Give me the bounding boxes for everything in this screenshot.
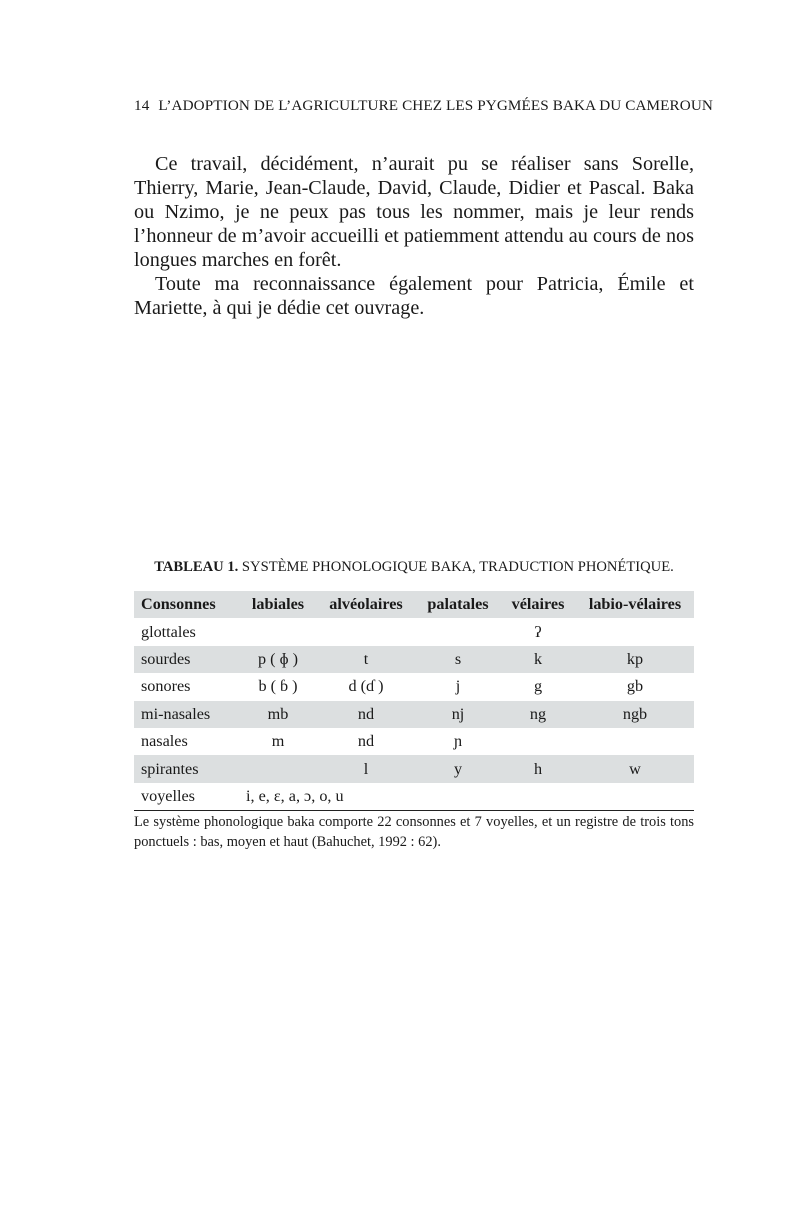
column-header: palatales bbox=[427, 595, 489, 614]
column-header: labio-vélaires bbox=[588, 595, 682, 614]
table-cell: l bbox=[363, 759, 369, 778]
row-label: voyelles bbox=[134, 783, 240, 811]
table-cell bbox=[240, 755, 316, 782]
vowels-cell: i, e, ɛ, a, ɔ, o, u bbox=[240, 783, 694, 811]
table-cell bbox=[500, 728, 576, 755]
table-cell: h bbox=[533, 759, 543, 778]
table-cell: j bbox=[455, 677, 461, 696]
table-cell bbox=[240, 618, 316, 645]
paragraph: Ce travail, décidément, n’aurait pu se réaliser sans Sorelle, Thierry, Marie, Jean-Claude, David, Claude, Didier et Pascal. Baka ou Nzimo, je ne peux pas tous les nommer, mais je leur rends l’honneur de m’avoir accueilli et patiemment attendu au cours de nos longues marches en forêt. bbox=[134, 153, 694, 271]
table-cell: y bbox=[453, 759, 463, 778]
column-header: labiales bbox=[251, 595, 305, 614]
row-label: glottales bbox=[141, 622, 196, 641]
table-header-row bbox=[134, 591, 694, 618]
table-row-vowels bbox=[134, 783, 694, 811]
table-row bbox=[134, 701, 694, 728]
body-text bbox=[134, 152, 694, 320]
page-number: 14 bbox=[134, 97, 150, 114]
paragraph: Toute ma reconnaissance également pour Patricia, Émile et Mariette, à qui je dédie cet ouvrage. bbox=[134, 273, 694, 319]
table-cell: mb bbox=[267, 704, 289, 723]
column-header: vélaires bbox=[511, 595, 565, 614]
row-label: sourdes bbox=[141, 649, 191, 668]
table-row bbox=[134, 728, 694, 755]
phonology-table bbox=[134, 591, 694, 811]
table-cell: b ( ɓ ) bbox=[258, 677, 298, 696]
table-cell: ɲ bbox=[453, 732, 463, 751]
column-header: alvéolaires bbox=[329, 595, 403, 614]
table-row bbox=[134, 618, 694, 645]
table-cell: nd bbox=[357, 732, 375, 751]
table-cell: ngb bbox=[622, 704, 648, 723]
table-cell bbox=[576, 618, 694, 645]
table-row bbox=[134, 673, 694, 700]
table-row bbox=[134, 755, 694, 782]
table-cell: nd bbox=[357, 704, 375, 723]
table-caption: Le système phonologique baka comporte 22 consonnes et 7 voyelles, et un registre de trois tons ponctuels : bas, moyen et haut (Bahuchet, 1992 : 62). bbox=[134, 814, 694, 850]
row-label: sonores bbox=[141, 677, 191, 696]
row-label: spirantes bbox=[141, 759, 199, 778]
running-header bbox=[134, 97, 713, 115]
table-cell: g bbox=[533, 677, 543, 696]
row-label: nasales bbox=[141, 732, 188, 751]
table-cell: gb bbox=[626, 677, 644, 696]
table-label: TABLEAU 1. bbox=[154, 559, 239, 575]
running-title: L’ADOPTION DE L’AGRICULTURE CHEZ LES PYGMÉES BAKA DU CAMEROUN bbox=[158, 97, 713, 114]
table-cell: kp bbox=[626, 649, 644, 668]
table-cell bbox=[416, 618, 500, 645]
row-label: mi-nasales bbox=[141, 704, 211, 723]
table-row bbox=[134, 646, 694, 673]
table-cell: m bbox=[271, 732, 285, 751]
table-cell: k bbox=[533, 649, 543, 668]
table-cell: ʔ bbox=[534, 622, 542, 641]
table-cell: ng bbox=[529, 704, 547, 723]
table-cell: s bbox=[454, 649, 462, 668]
table-cell bbox=[576, 728, 694, 755]
table-cell: p ( ɸ ) bbox=[258, 649, 298, 668]
table-cell: d (ɗ ) bbox=[348, 677, 384, 696]
table-cell: w bbox=[629, 759, 641, 778]
table-title-text: SYSTÈME PHONOLOGIQUE BAKA, TRADUCTION PHONÉTIQUE. bbox=[238, 559, 674, 575]
column-header: Consonnes bbox=[141, 595, 216, 614]
table-cell: t bbox=[363, 649, 369, 668]
table-cell bbox=[316, 618, 416, 645]
table-title bbox=[134, 559, 694, 576]
table-cell: nj bbox=[451, 704, 465, 723]
